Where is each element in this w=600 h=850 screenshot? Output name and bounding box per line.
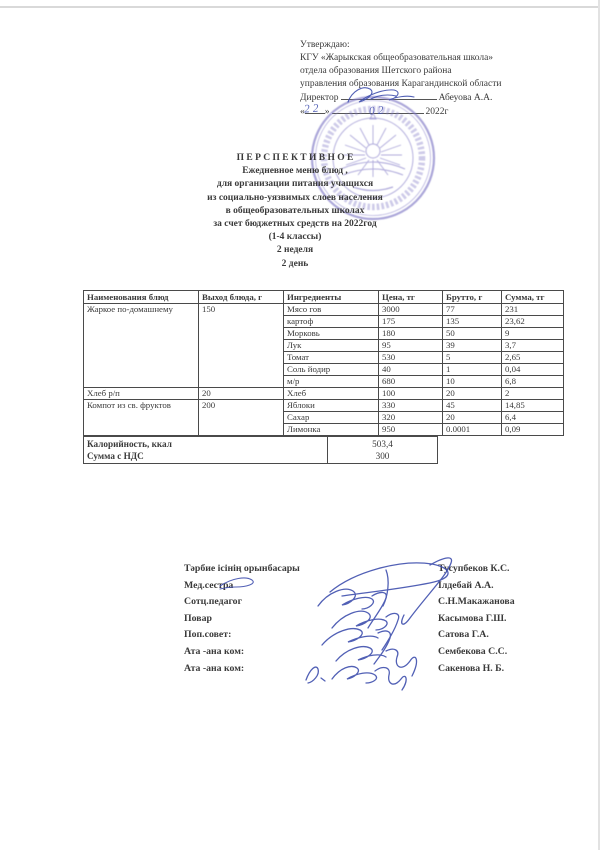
signature-role-label: Ата -ана ком: [184,662,245,674]
brutto-cell: 5 [443,352,502,364]
organization-name: КГУ «Жарыкская общеобразовательная школа» [300,53,494,63]
calories-label: Калорийность, ккал [87,439,172,449]
brutto-cell: 45 [443,400,502,412]
ingredient-cell: Лук [284,340,379,352]
title-week: 2 неделя [276,245,314,256]
signature-row [184,611,534,628]
signature-row [184,561,534,578]
output-cell: 20 [199,388,284,400]
output-cell: 150 [199,304,284,388]
sum-cell: 2,65 [502,352,564,364]
price-cell: 680 [379,376,443,388]
ingredient-cell: Лимонка [284,424,379,436]
signature-person-name: Сатова Г.А. [438,629,489,641]
table-row [84,400,564,412]
header-brutto: Брутто, г [443,291,502,304]
ingredient-cell: Яблоки [284,400,379,412]
price-cell: 320 [379,412,443,424]
signature-role-label: Тәрбие ісінің орынбасары [184,563,300,574]
title-line: из социально-уязвимых слоев населения [207,192,383,203]
sum-cell: 0,04 [502,364,564,376]
quote-close: » [324,107,330,117]
ingredient-cell: Соль йодир [284,364,379,376]
brutto-cell: 50 [443,328,502,340]
title-perspective: П Е Р С П Е К Т И В Н О Е [236,153,354,163]
title-line: за счет бюджетных средств на 2022год [213,219,377,230]
vat-sum-value: 300 [375,451,390,461]
price-cell: 175 [379,316,443,328]
ingredient-cell: картоф [284,316,379,328]
signature-person-name: С.Н.Макажанова [438,596,515,608]
totals-table [83,436,438,464]
sum-cell: 9 [502,328,564,340]
signature-role-label: Ата -ана ком: [184,645,245,657]
brutto-cell: 0.0001 [443,424,502,436]
ingredient-cell: Хлеб [284,388,379,400]
table-row [84,304,564,316]
output-cell: 200 [199,400,284,436]
brutto-cell: 77 [443,304,502,316]
date-year: 2022г [425,107,449,117]
header-ingredients: Ингредиенты [284,291,379,304]
title-line: в общеобразовательных школах [225,205,365,216]
signature-row [184,594,534,611]
sum-cell: 14,85 [502,400,564,412]
ingredient-cell: Мясо гов [284,304,379,316]
price-cell: 950 [379,424,443,436]
brutto-cell: 10 [443,376,502,388]
document-title-block [130,152,460,271]
approval-line: Утверждаю: [300,40,350,50]
ingredient-cell: Томат [284,352,379,364]
signature-role-label: Мед.сестра [184,579,234,591]
signature-row [184,644,534,661]
signature-person-name: Сакенова Н. Б. [438,662,505,674]
sum-cell: 23,62 [502,316,564,328]
signature-person-name: Ілдебай А.А. [438,579,494,591]
title-day: 2 день [281,258,309,269]
signature-role-label: Поп.совет: [184,629,232,641]
price-cell: 100 [379,388,443,400]
sum-cell: 6,8 [502,376,564,388]
vat-sum-label: Сумма с НДС [87,451,144,461]
totals-values-cell [328,437,438,464]
totals-labels-cell [84,437,328,464]
header-output: Выход блюда, г [199,291,284,304]
signature-person-name: Касымова Г.Ш. [438,612,507,624]
brutto-cell: 39 [443,340,502,352]
sum-cell: 0,09 [502,424,564,436]
menu-table-body [84,304,564,436]
brutto-cell: 135 [443,316,502,328]
dish-cell: Жаркое по-домашнему [84,304,199,388]
price-cell: 95 [379,340,443,352]
signature-row [184,661,534,678]
quote-open: « [300,107,305,117]
price-cell: 180 [379,328,443,340]
title-classes: (1-4 классы) [268,232,322,243]
totals-row [84,437,438,464]
sum-cell: 231 [502,304,564,316]
title-line: для организации питания учащихся [216,179,374,190]
menu-table-header-row [84,291,564,304]
signature-row [184,627,534,644]
ingredient-cell: м/р [284,376,379,388]
brutto-cell: 20 [443,388,502,400]
sum-cell: 2 [502,388,564,400]
dish-cell: Хлеб р/п [84,388,199,400]
price-cell: 330 [379,400,443,412]
header-dish: Наименования блюд [84,291,199,304]
organization-region: управления образования Карагандинской области [300,79,502,89]
signatures-block [184,561,534,677]
signature-person-name: Сембекова С.С. [438,645,508,657]
signature-person-name: Тусупбеков К.С. [438,563,510,574]
price-cell: 530 [379,352,443,364]
price-cell: 40 [379,364,443,376]
brutto-cell: 1 [443,364,502,376]
scan-artifact-top [0,6,600,8]
handwritten-day: 22 [303,102,322,116]
menu-table-wrap [83,290,564,464]
ingredient-cell: Сахар [284,412,379,424]
sum-cell: 3,7 [502,340,564,352]
signature-role-label: Повар [184,612,212,624]
price-cell: 3000 [379,304,443,316]
header-sum: Сумма, тг [502,291,564,304]
ingredient-cell: Морковь [284,328,379,340]
table-row [84,388,564,400]
signature-row [184,578,534,595]
brutto-cell: 20 [443,412,502,424]
calories-value: 503,4 [372,439,393,449]
organization-department: отдела образования Шетского района [300,66,452,76]
sum-cell: 6,4 [502,412,564,424]
handwritten-month: 02 [368,104,387,118]
title-daily-menu: Ежедневное меню блюд , [242,166,348,177]
director-label: Директор [300,93,339,103]
header-price: Цена, тг [379,291,443,304]
menu-table [83,290,564,436]
dish-cell: Компот из св. фруктов [84,400,199,436]
director-name: Абеуова А.А. [438,93,493,103]
signature-role-label: Сотц.педагог [184,596,243,608]
